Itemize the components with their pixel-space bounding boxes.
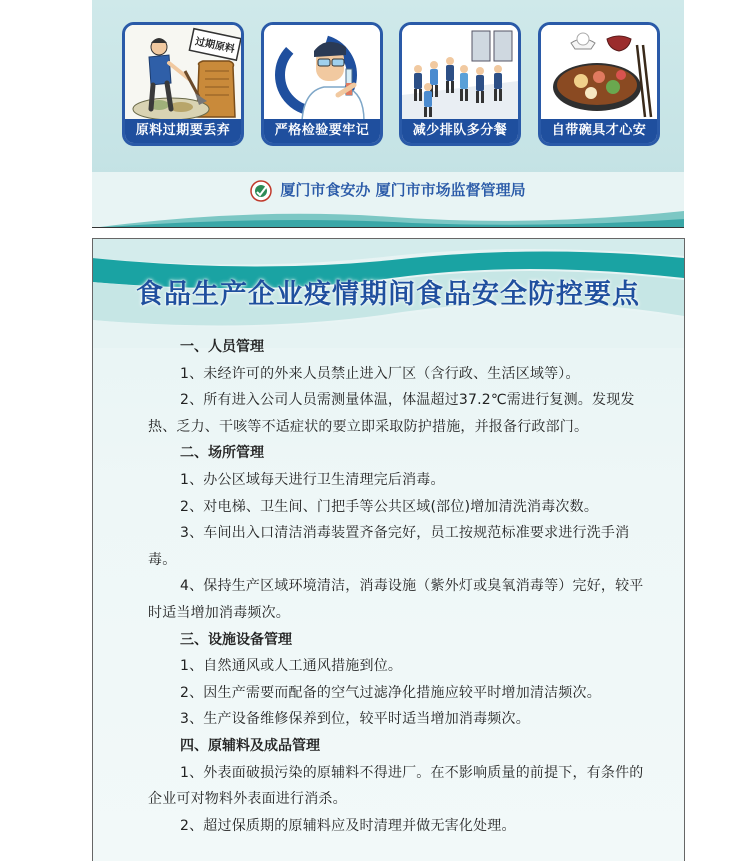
- list-item: 2、对电梯、卫生间、门把手等公共区域(部位)增加清洗消毒次数。: [180, 498, 599, 515]
- document-panel: [92, 238, 684, 861]
- lab-inspector-icon: [264, 25, 380, 121]
- list-item: 3、生产设备维修保养到位，较平时适当增加消毒频次。: [180, 711, 530, 728]
- page-title: 食品生产企业疫情期间食品安全防控要点: [136, 279, 640, 310]
- section-heading: 二、场所管理: [180, 445, 264, 462]
- list-item: 4、保持生产区域环境清洁，消毒设施（紫外灯或臭氧消毒等）完好，较平时适当增加消毒频次。: [148, 578, 644, 621]
- list-item: 2、因生产需要而配备的空气过滤净化措施应较平时增加清洁频次。: [180, 684, 601, 701]
- divider: [92, 238, 685, 239]
- tip-card-queue: [399, 22, 521, 146]
- bowl-meal-icon: [541, 25, 657, 121]
- authority-line: [92, 176, 684, 204]
- expired-ingredients-icon: [125, 25, 241, 121]
- list-item: 1、外表面破损污染的原辅料不得进厂。在不影响质量的前提下，有条件的企业可对物料外表面进行消杀。: [148, 764, 644, 808]
- tip-card-bowl: [538, 22, 660, 146]
- authority-text: 厦门市食安办 厦门市市场监督管理局: [280, 181, 526, 199]
- divider: [92, 238, 93, 861]
- list-item: 2、超过保质期的原辅料应及时清理并做无害化处理。: [180, 817, 516, 834]
- decorative-wave: [92, 205, 684, 228]
- document-body: [148, 334, 648, 839]
- tip-card-label: 自带碗具才心安: [541, 119, 657, 143]
- list-item: 1、自然通风或人工通风措施到位。: [180, 658, 403, 675]
- tip-card-label: 减少排队多分餐: [402, 119, 518, 143]
- tip-card-label: 严格检验要牢记: [264, 119, 380, 143]
- food-safety-emblem-icon: [250, 180, 272, 202]
- queue-people-icon: [402, 25, 518, 121]
- top-poster: [92, 0, 684, 228]
- list-item: 1、未经许可的外来人员禁止进入厂区（含行政、生活区域等）。: [180, 365, 580, 382]
- section-heading: 一、人员管理: [180, 339, 264, 355]
- list-item: 1、办公区域每天进行卫生清理完后消毒。: [180, 471, 445, 488]
- list-item: 3、车间出入口清洁消毒装置齐备完好，员工按规范标准要求进行洗手消毒。: [148, 525, 630, 568]
- section-heading: 四、原辅料及成品管理: [180, 737, 320, 754]
- tip-card-inspection: [261, 22, 383, 146]
- expired-sign-text: 过期原料: [194, 36, 236, 56]
- tip-card-expired: [122, 22, 244, 146]
- section-heading: 三、设施设备管理: [180, 631, 292, 648]
- tip-card-label: 原料过期要丢弃: [125, 119, 241, 143]
- divider: [684, 238, 685, 861]
- list-item: 2、所有进入公司人员需测量体温，体温超过37.2℃需进行复测。发现发热、乏力、干咳等不适症状的要立即采取防护措施，并报备行政部门。: [148, 392, 635, 435]
- divider: [92, 227, 684, 228]
- tips-cards: [122, 22, 662, 146]
